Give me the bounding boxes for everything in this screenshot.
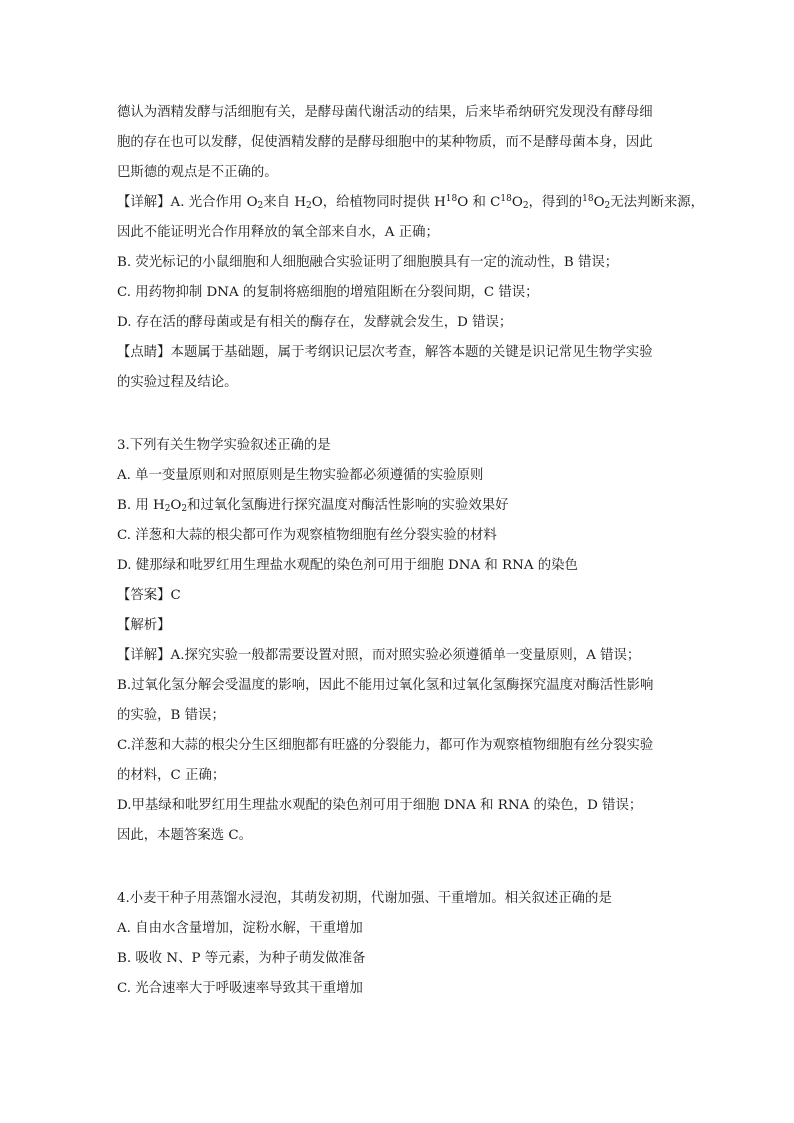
- question-4-option-c: C. 光合速率大于呼吸速率导致其干重增加: [117, 981, 363, 996]
- detail-a-text: O，给植物同时提供 H: [311, 195, 446, 210]
- detail-option-a-cont: 因此不能证明光合作用释放的氧全部来自水，A 正确；: [117, 225, 439, 240]
- detail-a-text: O: [511, 195, 523, 210]
- document-page: [117, 98, 705, 1004]
- question-3-detail-line: D.甲基绿和吡罗红用生理盐水观配的染色剂可用于细胞 DNA 和 RNA 的染色，D 错误；: [117, 798, 643, 813]
- detail-a-text: 无法判断来源，: [610, 195, 705, 210]
- detail-a-text: ，得到的: [528, 195, 583, 210]
- detail-option-b: B. 荧光标记的小鼠细胞和人细胞融合实验证明了细胞膜具有一定的流动性，B 错误；: [117, 255, 619, 270]
- question-3-option-b: [117, 491, 687, 521]
- detail-a-text: 【详解】A. 光合作用 O: [117, 195, 258, 210]
- question-3-option-d: D. 健那绿和吡罗红用生理盐水观配的染色剂可用于细胞 DNA 和 RNA 的染色: [117, 558, 578, 573]
- detail-option-d: D. 存在活的酵母菌或是有相关的酶存在，发酵就会发生，D 错误；: [117, 315, 513, 330]
- question-3-stem: 3.下列有关生物学实验叙述正确的是: [117, 438, 331, 453]
- question-3-detail-line: 的材料，C 正确；: [117, 768, 226, 783]
- spacer: [117, 851, 687, 884]
- spacer: [117, 398, 687, 431]
- question-3-detail-line: 【详解】A.探究实验一般都需要设置对照，而对照实验必须遵循单一变量原则，A 错误；: [117, 648, 641, 663]
- subscript: 2: [181, 504, 188, 514]
- subscript: 2: [257, 201, 264, 211]
- option-b-text: 和过氧化氢酶进行探究温度对酶活性影响的实验效果好: [187, 498, 509, 513]
- detail-a-text: 来自 H: [263, 195, 306, 210]
- superscript: 18: [500, 194, 512, 204]
- subscript: 2: [306, 201, 312, 211]
- question-3-analysis-label: 【解析】: [117, 618, 171, 633]
- detail-option-c: C. 用药物抑制 DNA 的复制将癌细胞的增殖阻断在分裂间期，C 错误；: [117, 285, 539, 300]
- comment-line-2: 的实验过程及结论。: [117, 375, 238, 390]
- explanation-line-1: 德认为酒精发酵与活细胞有关，是酵母菌代谢活动的结果，后来毕希纳研究发现没有酵母细: [117, 105, 653, 120]
- question-3-answer: 【答案】C: [117, 588, 181, 603]
- subscript: 2: [604, 201, 611, 211]
- question-3-conclusion: 因此，本题答案选 C。: [117, 828, 253, 843]
- superscript: 18: [582, 194, 594, 204]
- comment-line-1: 【点睛】本题属于基础题，属于考纲识记层次考查，解答本题的关键是识记常见生物学实验: [117, 345, 653, 360]
- option-b-text: O: [170, 498, 182, 513]
- question-3-option-a: A. 单一变量原则和对照原则是生物实验都必须遵循的实验原则: [117, 468, 484, 483]
- subscript: 2: [522, 201, 529, 211]
- question-3-detail-line: B.过氧化氢分解会受温度的影响，因此不能用过氧化氢和过氧化氢酶探究温度对酶活性影响: [117, 678, 654, 693]
- explanation-line-2: 胞的存在也可以发酵，促使酒精发酵的是酵母细胞中的某种物质，而不是酵母菌本身，因此: [117, 135, 653, 150]
- subscript: 2: [164, 504, 171, 514]
- option-b-text: B. 用 H: [117, 498, 165, 513]
- question-4-stem: 4.小麦干种子用蒸馏水浸泡，其萌发初期，代谢加强、干重增加。相关叙述正确的是: [117, 891, 612, 906]
- superscript: 18: [445, 194, 458, 204]
- question-3-option-c: C. 洋葱和大蒜的根尖都可作为观察植物细胞有丝分裂实验的材料: [117, 528, 497, 543]
- question-4-option-b: B. 吸收 N、P 等元素，为种子萌发做准备: [117, 951, 366, 966]
- explanation-line-3: 巴斯德的观点是不正确的。: [117, 165, 278, 180]
- question-4-option-a: A. 自由水含量增加，淀粉水解，干重增加: [117, 921, 363, 936]
- detail-a-text: O 和 C: [457, 195, 501, 210]
- question-3-detail-line: 的实验，B 错误；: [117, 708, 225, 723]
- detail-option-a: [117, 188, 705, 218]
- question-3-detail-line: C.洋葱和大蒜的根尖分生区细胞都有旺盛的分裂能力，都可作为观察植物细胞有丝分裂实验: [117, 738, 654, 753]
- detail-a-text: O: [593, 195, 605, 210]
